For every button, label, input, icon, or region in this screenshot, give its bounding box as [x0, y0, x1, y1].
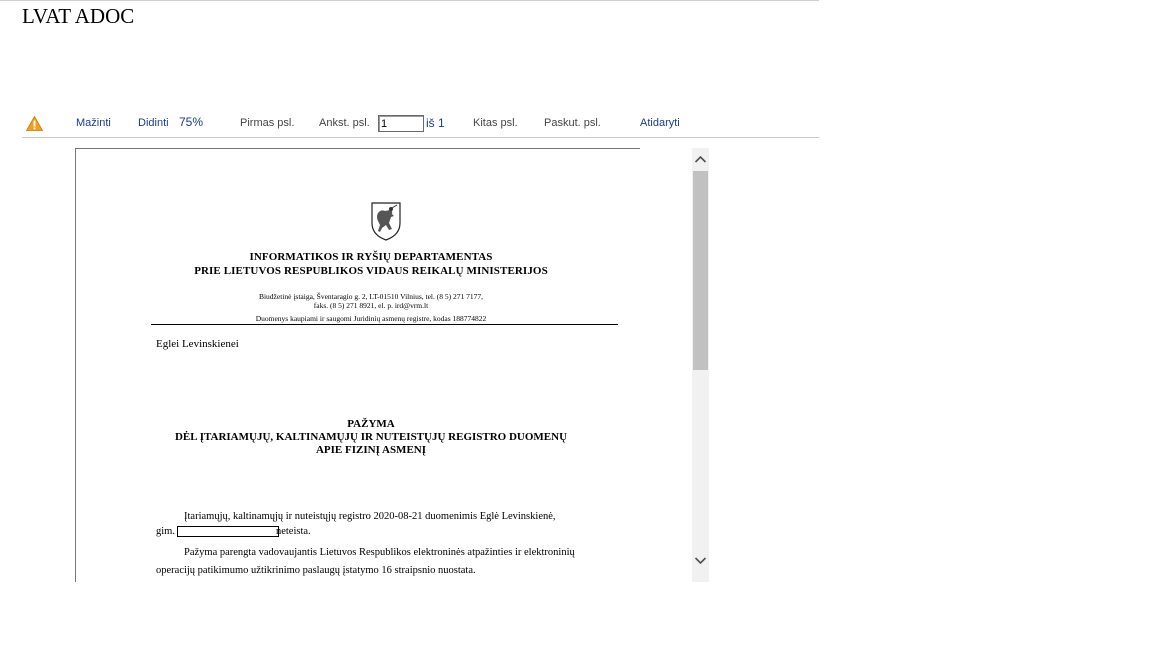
viewer-toolbar	[22, 112, 819, 138]
zoom-in-button[interactable]: Didinti	[138, 117, 169, 129]
warning-icon[interactable]	[26, 116, 43, 131]
top-divider	[0, 0, 819, 1]
address-line3: Duomenys kaupiami ir saugomi Juridinių asmenų registre, kodas 188774822	[255, 314, 487, 323]
scrollbar-thumb[interactable]	[693, 171, 708, 370]
paragraph-3: operacijų patikimumo užtikrinimo paslaugų įstatymo 16 straipsnio nuostata.	[156, 565, 476, 576]
chevron-down-icon[interactable]	[692, 552, 709, 570]
zoom-level: 75%	[179, 115, 204, 129]
next-page-button[interactable]: Kitas psl.	[473, 117, 518, 129]
paragraph-1-continuation	[156, 525, 614, 539]
document-page	[75, 148, 640, 582]
coat-of-arms-icon	[369, 201, 403, 241]
app-title: LVAT ADOC	[22, 4, 135, 28]
document-viewer[interactable]	[22, 140, 719, 582]
paragraph-1: Įtariamųjų, kaltinamųjų ir nuteistųjų registro 2020-08-21 duomenimis Eglė Levinskienė,	[184, 511, 556, 522]
department-name-line1: INFORMATIKOS IR RYŠIŲ DEPARTAMENTAS	[249, 251, 493, 263]
chevron-up-icon[interactable]	[692, 150, 709, 168]
last-page-button[interactable]: Paskut. psl.	[544, 117, 601, 129]
doc-subtitle-line2: APIE FIZINĮ ASMENĮ	[315, 444, 427, 456]
letterhead-rule	[151, 324, 618, 325]
paragraph-2: Pažyma parengta vadovaujantis Lietuvos Respublikos elektroninės atpažinties ir elektroninių	[184, 547, 575, 558]
prev-page-button[interactable]: Ankst. psl.	[319, 117, 370, 129]
conviction-status: neteista.	[275, 526, 311, 537]
address-line1: Biudžetinė įstaiga, Šventaragio g. 2, LT-01510 Vilnius, tel. (8 5) 271 7177,	[258, 292, 484, 301]
doc-title: PAŽYMA	[347, 418, 395, 430]
page-number-input[interactable]	[378, 115, 424, 132]
birth-label: gim.	[156, 526, 175, 537]
doc-subtitle-line1: DĖL ĮTARIAMŲJŲ, KALTINAMŲJŲ IR NUTEISTŲJŲ REGISTRO DUOMENŲ	[174, 431, 568, 443]
department-name-line2: PRIE LIETUVOS RESPUBLIKOS VIDAUS REIKALŲ MINISTERIJOS	[194, 265, 548, 277]
toolbar-divider	[22, 137, 819, 138]
address-line2: faks. (8 5) 271 8921, el. p. ird@vrm.lt	[313, 301, 429, 310]
vertical-scrollbar[interactable]	[692, 148, 709, 582]
recipient-name: Eglei Levinskienei	[156, 338, 239, 350]
zoom-out-button[interactable]: Mažinti	[76, 117, 111, 129]
first-page-button[interactable]: Pirmas psl.	[240, 117, 295, 129]
redaction-box	[177, 526, 279, 537]
open-button[interactable]: Atidaryti	[640, 117, 680, 129]
page-count: iš 1	[426, 116, 445, 130]
